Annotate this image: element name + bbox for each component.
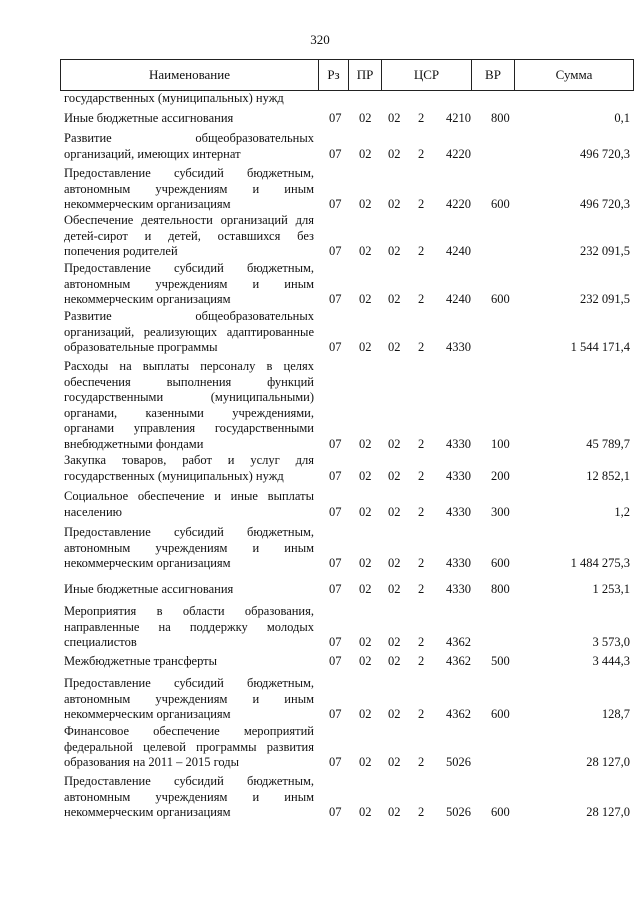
row-csr3: 5026 [446, 805, 471, 819]
row-sum: 12 852,1 [586, 468, 630, 483]
row-csr2: 2 [418, 340, 425, 354]
row-name [64, 166, 314, 213]
row-name-line: попечения родителей [64, 244, 178, 258]
row-csr1: 02 [388, 504, 401, 519]
row-name [64, 604, 314, 651]
row-pr: 02 [359, 654, 372, 668]
row-name-line: образовательные программы [64, 340, 218, 354]
row-vr: 600 [491, 292, 510, 306]
row-rz: 07 [329, 436, 342, 451]
header-rz: Рз [319, 60, 349, 90]
row-pr: 02 [359, 146, 372, 161]
row-csr3: 4210 [446, 111, 471, 125]
row-pr: 02 [359, 292, 372, 306]
row-rz: 07 [329, 654, 342, 668]
row-name [64, 261, 314, 308]
table-row [0, 131, 640, 162]
row-pr: 02 [359, 436, 372, 451]
row-name [64, 676, 314, 723]
row-csr1: 02 [388, 197, 401, 211]
row-name-line: некоммерческим организациям [64, 556, 231, 570]
row-csr3: 4330 [446, 556, 471, 570]
row-name-line: внебюджетными фондами [64, 436, 204, 451]
row-csr1: 02 [388, 468, 401, 483]
row-rz: 07 [329, 635, 342, 649]
row-sum: 496 720,3 [580, 197, 630, 211]
row-csr3: 4362 [446, 635, 471, 649]
header-sum: Сумма [555, 67, 593, 82]
row-sum: 45 789,7 [586, 436, 630, 451]
row-rz: 07 [329, 755, 342, 769]
row-name-line: организаций, реализующих адаптированные [64, 324, 314, 339]
row-name-line: Иные бюджетные ассигнования [64, 582, 234, 596]
row-csr1: 02 [388, 654, 401, 668]
row-csr2: 2 [418, 436, 425, 451]
row-rz: 07 [329, 340, 342, 354]
row-name-line: органами, казенными учреждениями, [64, 405, 314, 420]
row-csr3: 4330 [446, 340, 471, 354]
row-sum: 128,7 [601, 707, 630, 721]
row-name-line: автономным учреждениям и иным [64, 276, 314, 291]
row-name [64, 525, 314, 572]
row-csr1: 02 [388, 146, 401, 161]
row-vr: 600 [491, 197, 510, 211]
row-csr1: 02 [388, 805, 401, 819]
row-pr: 02 [359, 504, 372, 519]
row-vr: 800 [491, 582, 510, 596]
row-name-line: Развитие общеобразовательных [64, 131, 314, 145]
row-name-line: Финансовое обеспечение мероприятий [64, 724, 314, 738]
row-csr3: 4240 [446, 292, 471, 306]
row-name-line: детей-сирот и детей, оставшихся без [64, 228, 314, 243]
table-row [0, 676, 640, 723]
table-row [0, 489, 640, 520]
row-csr3: 4330 [446, 582, 471, 596]
row-csr3: 4362 [446, 707, 471, 721]
table-row [0, 724, 640, 771]
row-name-line: Мероприятия в области образования, [64, 604, 314, 618]
row-rz: 07 [329, 504, 342, 519]
row-sum: 28 127,0 [586, 755, 630, 769]
row-csr1: 02 [388, 582, 401, 596]
row-name [64, 309, 314, 356]
row-vr: 300 [491, 504, 510, 519]
row-pr: 02 [359, 468, 372, 483]
table-row [0, 91, 640, 107]
row-sum: 496 720,3 [580, 146, 630, 161]
row-csr1: 02 [388, 707, 401, 721]
row-name-line: государственными (муниципальными) [64, 390, 314, 404]
row-name-line: специалистов [64, 635, 137, 649]
row-csr2: 2 [418, 292, 425, 306]
row-name-line: Развитие общеобразовательных [64, 309, 314, 323]
row-csr3: 5026 [446, 755, 471, 769]
table-row [0, 453, 640, 484]
row-name-line: федеральной целевой программы развития [64, 739, 314, 754]
row-csr1: 02 [388, 635, 401, 649]
row-csr3: 4220 [446, 197, 471, 211]
table-row [0, 525, 640, 572]
row-name-line: некоммерческим организациям [64, 292, 231, 306]
row-pr: 02 [359, 707, 372, 721]
row-csr2: 2 [418, 244, 425, 258]
row-pr: 02 [359, 582, 372, 596]
row-csr2: 2 [418, 197, 425, 211]
row-name-line: Предоставление субсидий бюджетным, [64, 774, 314, 788]
row-pr: 02 [359, 244, 372, 258]
row-name-line: Межбюджетные трансферты [64, 654, 218, 668]
row-sum: 232 091,5 [580, 292, 630, 306]
row-csr3: 4330 [446, 436, 471, 451]
row-csr2: 2 [418, 654, 425, 668]
header-vr: ВР [472, 60, 515, 90]
row-name-line: автономным учреждениям и иным [64, 181, 314, 196]
header-csr: ЦСР [382, 60, 472, 90]
row-name [64, 654, 314, 670]
row-name-line: некоммерческим организациям [64, 197, 231, 211]
table-row [0, 359, 640, 452]
row-sum: 232 091,5 [580, 244, 630, 258]
row-vr: 800 [491, 111, 510, 125]
row-csr1: 02 [388, 292, 401, 306]
row-csr3: 4330 [446, 468, 471, 483]
row-name-line: Иные бюджетные ассигнования [64, 111, 234, 125]
table-row [0, 309, 640, 356]
row-name [64, 131, 314, 162]
row-csr2: 2 [418, 146, 425, 161]
row-vr: 500 [491, 654, 510, 668]
row-csr1: 02 [388, 755, 401, 769]
table-row [0, 774, 640, 821]
row-name [64, 489, 314, 520]
row-rz: 07 [329, 197, 342, 211]
row-name-line: некоммерческим организациям [64, 707, 231, 721]
row-csr2: 2 [418, 556, 425, 570]
row-name-line: Предоставление субсидий бюджетным, [64, 525, 314, 539]
row-name [64, 111, 314, 127]
row-rz: 07 [329, 292, 342, 306]
row-sum: 3 444,3 [592, 654, 630, 668]
row-csr2: 2 [418, 468, 425, 483]
row-csr2: 2 [418, 805, 425, 819]
table-row [0, 166, 640, 213]
row-csr1: 02 [388, 244, 401, 258]
row-pr: 02 [359, 197, 372, 211]
row-vr: 600 [491, 707, 510, 721]
row-csr3: 4240 [446, 244, 471, 258]
row-name-line: обеспечения выполнения функций [64, 374, 314, 389]
row-name-line: Предоставление субсидий бюджетным, [64, 166, 314, 180]
row-name-line: органами управления государственными [64, 421, 314, 435]
table-row [0, 582, 640, 598]
row-sum: 0,1 [614, 111, 630, 125]
row-csr2: 2 [418, 582, 425, 596]
table-header [60, 59, 634, 91]
row-sum: 1 544 171,4 [570, 340, 630, 354]
row-sum: 1 484 275,3 [570, 556, 630, 570]
row-rz: 07 [329, 582, 342, 596]
table-row [0, 111, 640, 127]
row-name-line: населению [64, 504, 122, 519]
row-vr: 100 [491, 436, 510, 451]
row-csr2: 2 [418, 111, 425, 125]
row-rz: 07 [329, 468, 342, 483]
table-row [0, 604, 640, 651]
row-name-line: образования на 2011 – 2015 годы [64, 755, 240, 769]
row-name [64, 582, 314, 598]
row-name-line: государственных (муниципальных) нужд [64, 91, 284, 105]
row-name-line: государственных (муниципальных) нужд [64, 468, 284, 483]
row-name-line: Социальное обеспечение и иные выплаты [64, 489, 314, 503]
row-pr: 02 [359, 556, 372, 570]
row-vr: 200 [491, 468, 510, 483]
row-csr1: 02 [388, 111, 401, 125]
row-name [64, 453, 314, 484]
row-rz: 07 [329, 111, 342, 125]
row-name-line: Закупка товаров, работ и услуг для [64, 453, 314, 467]
row-pr: 02 [359, 805, 372, 819]
row-rz: 07 [329, 707, 342, 721]
row-name-line: автономным учреждениям и иным [64, 789, 314, 804]
row-name-line: автономным учреждениям и иным [64, 540, 314, 555]
row-csr3: 4220 [446, 146, 471, 161]
row-sum: 28 127,0 [586, 805, 630, 819]
row-sum: 3 573,0 [592, 635, 630, 649]
row-name-line: направленные на поддержку молодых [64, 619, 314, 634]
row-name [64, 359, 314, 452]
row-csr1: 02 [388, 340, 401, 354]
row-pr: 02 [359, 755, 372, 769]
row-pr: 02 [359, 111, 372, 125]
row-name-line: Обеспечение деятельности организаций для [64, 213, 314, 227]
header-pr: ПР [349, 60, 382, 90]
row-name [64, 774, 314, 821]
row-csr2: 2 [418, 635, 425, 649]
row-csr3: 4362 [446, 654, 471, 668]
header-name: Наименование [61, 60, 319, 90]
row-csr1: 02 [388, 556, 401, 570]
row-csr2: 2 [418, 707, 425, 721]
table-row [0, 213, 640, 260]
row-pr: 02 [359, 635, 372, 649]
row-name-line: некоммерческим организациям [64, 805, 231, 819]
row-rz: 07 [329, 556, 342, 570]
row-vr: 600 [491, 805, 510, 819]
row-sum: 1 253,1 [592, 582, 630, 596]
page-number: 320 [310, 32, 330, 47]
table-row [0, 261, 640, 308]
row-csr1: 02 [388, 436, 401, 451]
row-name-line: Предоставление субсидий бюджетным, [64, 261, 314, 275]
row-name-line: Расходы на выплаты персоналу в целях [64, 359, 314, 373]
row-csr2: 2 [418, 504, 425, 519]
row-vr: 600 [491, 556, 510, 570]
row-rz: 07 [329, 146, 342, 161]
row-name [64, 91, 314, 107]
row-name [64, 213, 314, 260]
row-name [64, 724, 314, 771]
table-row [0, 654, 640, 670]
row-rz: 07 [329, 244, 342, 258]
row-csr3: 4330 [446, 504, 471, 519]
row-csr2: 2 [418, 755, 425, 769]
row-sum: 1,2 [614, 504, 630, 519]
row-name-line: автономным учреждениям и иным [64, 691, 314, 706]
row-rz: 07 [329, 805, 342, 819]
row-name-line: организаций, имеющих интернат [64, 146, 241, 161]
row-pr: 02 [359, 340, 372, 354]
row-name-line: Предоставление субсидий бюджетным, [64, 676, 314, 690]
